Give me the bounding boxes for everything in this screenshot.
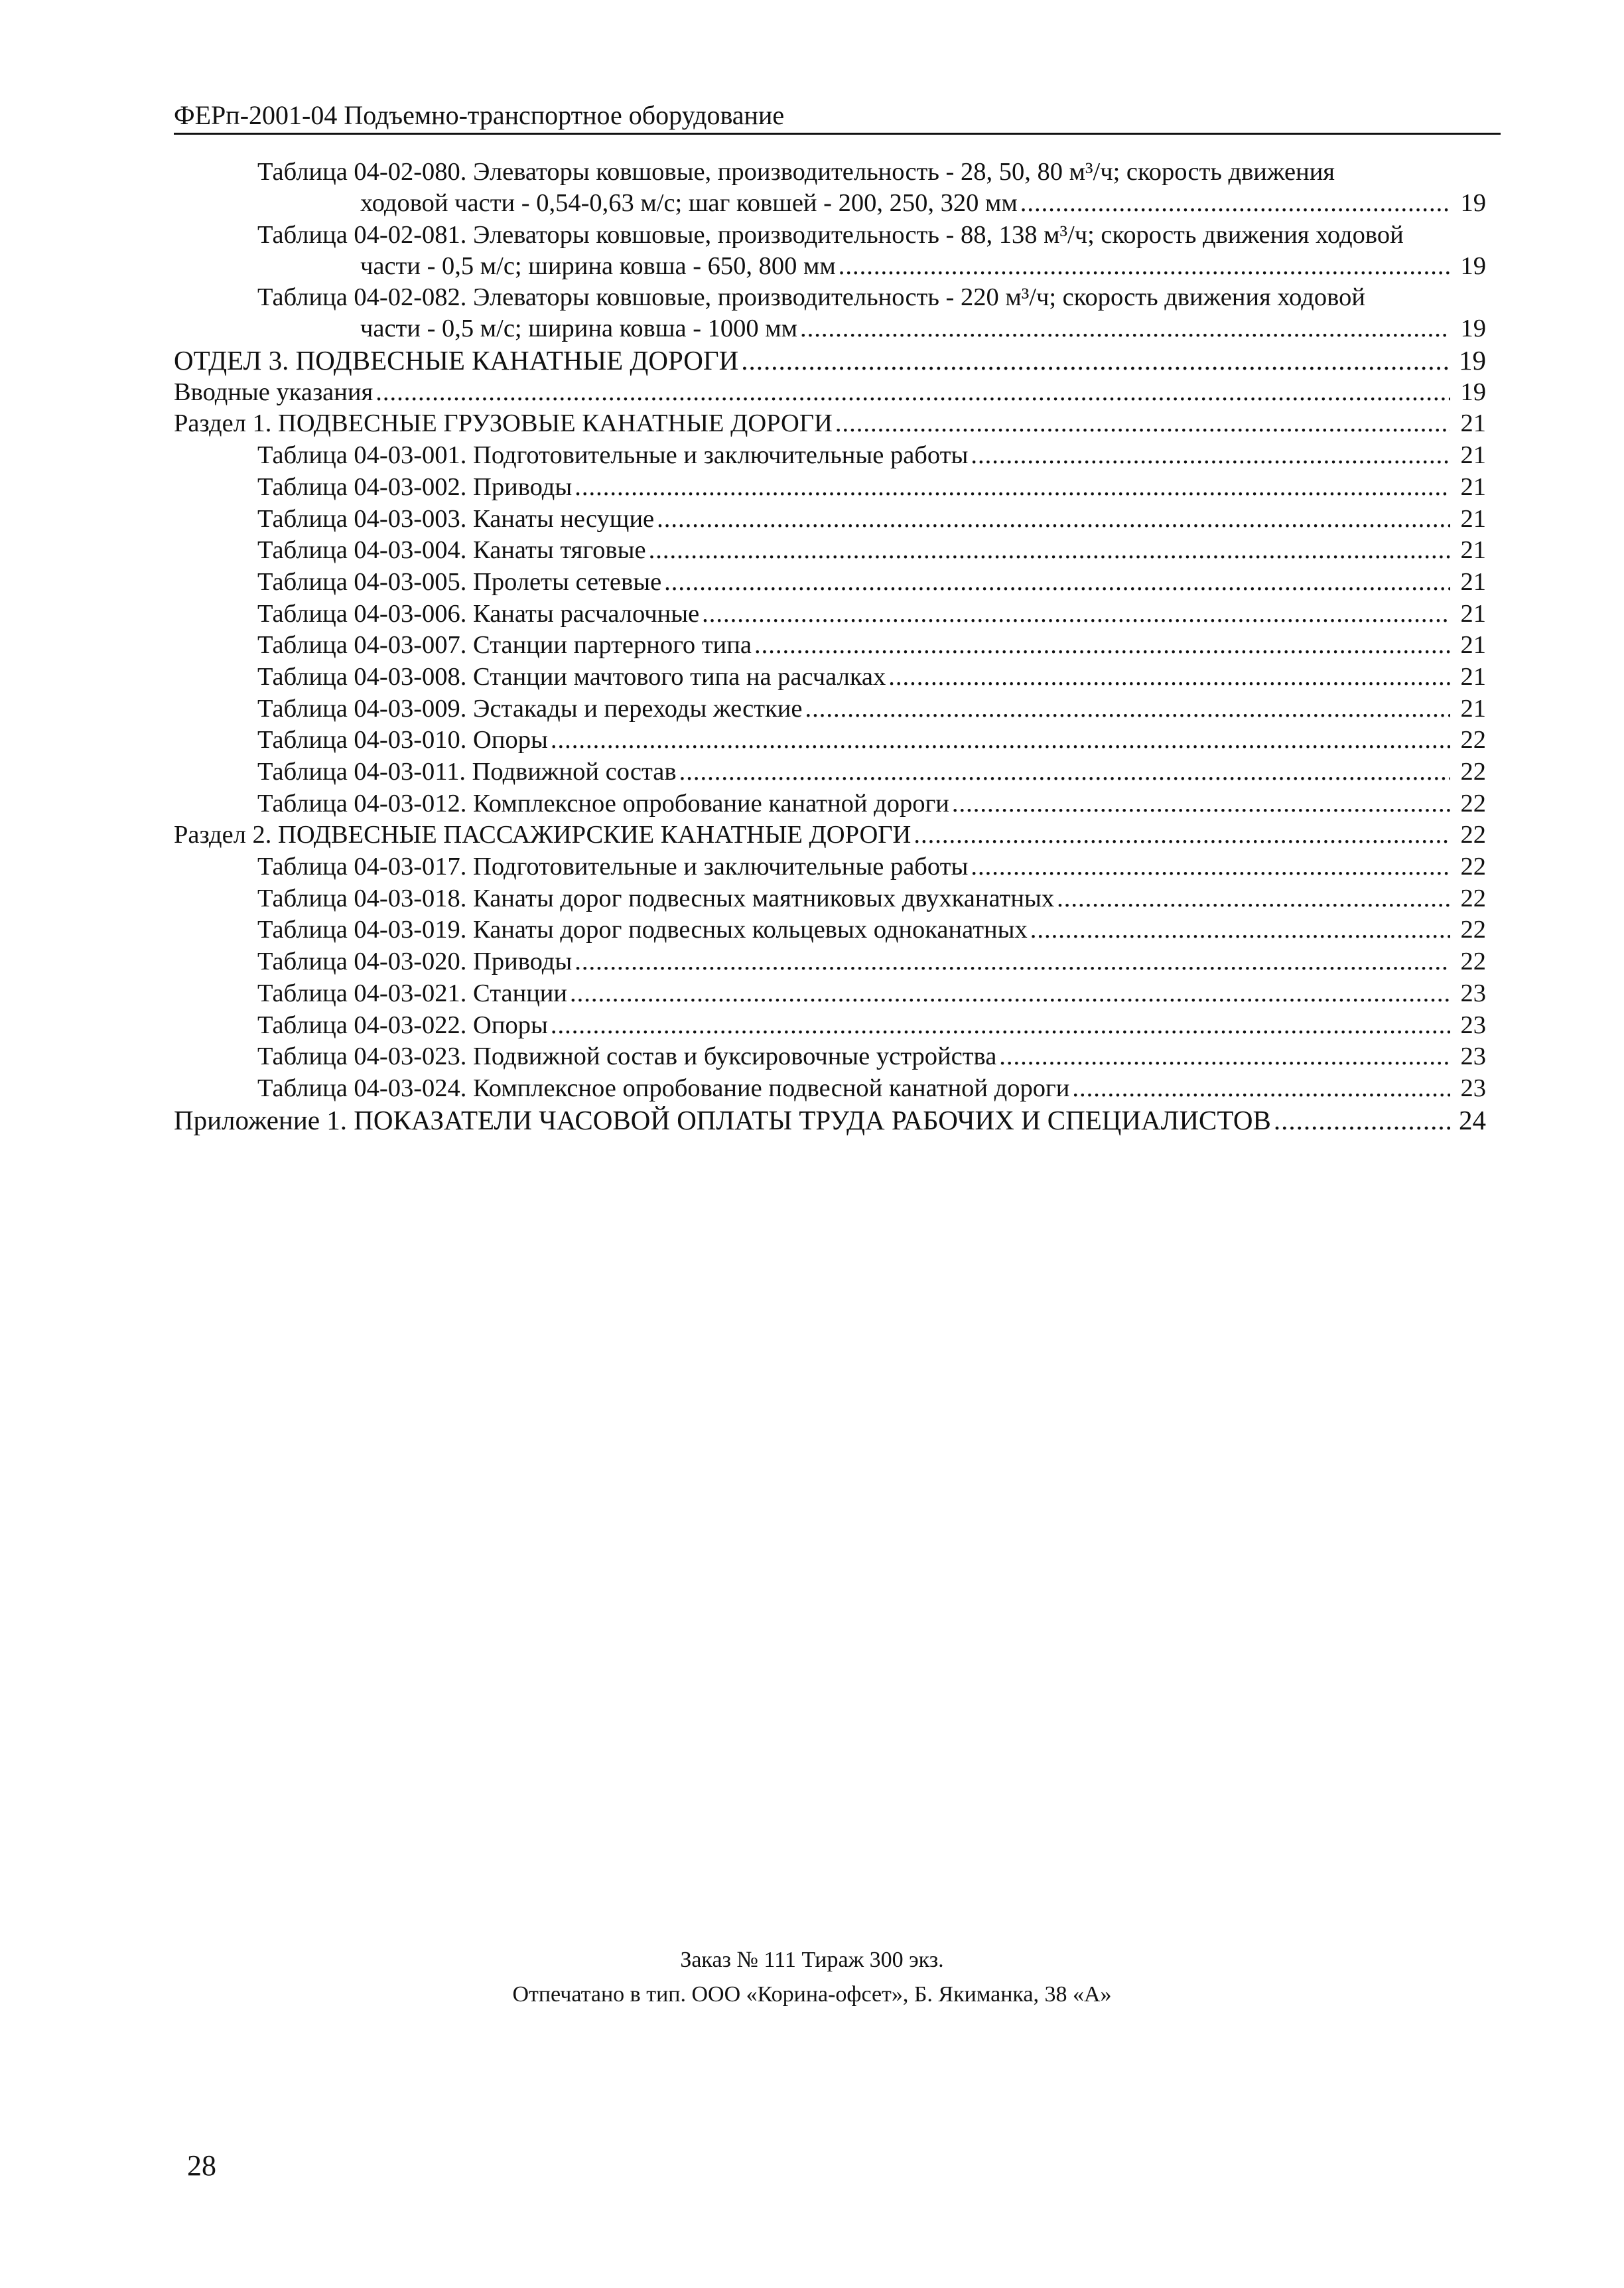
toc-page-number: 21 bbox=[1460, 409, 1486, 438]
toc-entry-title: Таблица 04-03-003. Канаты несущие bbox=[257, 504, 655, 533]
toc-entry-title: Таблица 04-03-022. Опоры bbox=[257, 1011, 548, 1039]
dot-leader bbox=[649, 535, 1450, 566]
toc-page-number: 21 bbox=[1460, 536, 1486, 565]
toc-entry[interactable] bbox=[174, 883, 1486, 914]
toc-page-number: 22 bbox=[1460, 789, 1486, 818]
toc-entry[interactable] bbox=[174, 788, 1486, 820]
table-of-contents bbox=[174, 157, 1486, 1136]
toc-entry-title-continuation: ходовой части - 0,54-0,63 м/с; шаг ковшей - 200, 250, 320 мм bbox=[360, 189, 1018, 217]
toc-entry-title-continuation: части - 0,5 м/с; ширина ковша - 650, 800 мм bbox=[360, 251, 836, 280]
dot-leader bbox=[551, 1010, 1450, 1041]
toc-page-number: 21 bbox=[1460, 567, 1486, 596]
toc-page-number: 19 bbox=[1460, 378, 1486, 406]
toc-entry[interactable] bbox=[174, 662, 1486, 693]
toc-entry-title: Таблица 04-03-010. Опоры bbox=[257, 726, 548, 754]
toc-entry[interactable] bbox=[174, 630, 1486, 661]
toc-entry-title: Таблица 04-03-019. Канаты дорог подвесных кольцевых одноканатных bbox=[257, 916, 1028, 944]
toc-entry[interactable] bbox=[174, 725, 1486, 756]
toc-entry[interactable] bbox=[174, 408, 1486, 439]
toc-entry-title: Таблица 04-03-021. Станции bbox=[257, 979, 568, 1007]
toc-entry[interactable] bbox=[174, 535, 1486, 566]
toc-entry[interactable] bbox=[174, 377, 1486, 408]
toc-entry-title: Таблица 04-03-001. Подготовительные и заключительные работы bbox=[257, 441, 969, 470]
toc-page-number: 21 bbox=[1460, 631, 1486, 660]
toc-page-number: 23 bbox=[1460, 1011, 1486, 1039]
toc-page-number: 22 bbox=[1460, 758, 1486, 786]
toc-entry-title: Вводные указания bbox=[174, 378, 373, 406]
toc-entry-title: Таблица 04-03-007. Станции партерного типа bbox=[257, 631, 752, 660]
dot-leader bbox=[971, 440, 1450, 471]
toc-entry-title: Таблица 04-03-024. Комплексное опробование подвесной канатной дороги bbox=[257, 1074, 1070, 1102]
toc-page-number: 21 bbox=[1460, 441, 1486, 470]
toc-page-number: 22 bbox=[1460, 853, 1486, 881]
toc-entry-title: Таблица 04-03-008. Станции мачтового типа на расчалках bbox=[257, 662, 886, 691]
toc-entry-title-line: Таблица 04-02-081. Элеваторы ковшовые, производительность - 88, 138 м³/ч; скорость движения ходовой bbox=[257, 220, 1404, 249]
dot-leader bbox=[657, 504, 1450, 535]
toc-page-number: 22 bbox=[1460, 948, 1486, 976]
toc-entry[interactable] bbox=[174, 1105, 1486, 1136]
dot-leader bbox=[575, 946, 1450, 977]
toc-page-number: 19 bbox=[1459, 345, 1486, 376]
toc-entry[interactable] bbox=[174, 820, 1486, 851]
imprint-order-line: Заказ № 111 Тираж 300 экз. bbox=[680, 1948, 944, 1972]
toc-entry[interactable] bbox=[174, 220, 1486, 282]
dot-leader bbox=[1020, 188, 1450, 219]
toc-page-number: 22 bbox=[1460, 916, 1486, 944]
toc-page-number: 21 bbox=[1460, 599, 1486, 628]
toc-entry[interactable] bbox=[174, 851, 1486, 883]
toc-page-number: 19 bbox=[1460, 189, 1486, 217]
toc-entry-title: Таблица 04-03-020. Приводы bbox=[257, 948, 573, 976]
dot-leader bbox=[952, 788, 1450, 820]
toc-page-number: 22 bbox=[1460, 726, 1486, 754]
toc-entry[interactable] bbox=[174, 599, 1486, 630]
toc-entry[interactable] bbox=[174, 345, 1486, 376]
toc-entry[interactable] bbox=[174, 504, 1486, 535]
toc-entry[interactable] bbox=[174, 157, 1486, 219]
dot-leader bbox=[999, 1041, 1450, 1072]
toc-entry[interactable] bbox=[174, 756, 1486, 788]
dot-leader bbox=[741, 345, 1450, 376]
toc-entry[interactable] bbox=[174, 1041, 1486, 1072]
toc-page-number: 24 bbox=[1459, 1104, 1486, 1135]
running-header: ФЕРп-2001-04 Подъемно-транспортное оборудование bbox=[174, 100, 1501, 135]
toc-entry-title: Раздел 2. ПОДВЕСНЫЕ ПАССАЖИРСКИЕ КАНАТНЫЕ ДОРОГИ bbox=[174, 821, 912, 849]
dot-leader bbox=[1274, 1105, 1450, 1136]
toc-page-number: 21 bbox=[1460, 472, 1486, 501]
dot-leader bbox=[679, 756, 1450, 788]
toc-entry-title-continuation: части - 0,5 м/с; ширина ковша - 1000 мм bbox=[360, 315, 798, 343]
toc-page-number: 23 bbox=[1460, 1042, 1486, 1071]
toc-entry-title: ОТДЕЛ 3. ПОДВЕСНЫЕ КАНАТНЫЕ ДОРОГИ bbox=[174, 345, 739, 376]
toc-entry-title: Таблица 04-03-023. Подвижной состав и буксировочные устройства bbox=[257, 1042, 997, 1071]
toc-page-number: 19 bbox=[1460, 251, 1486, 280]
toc-page-number: 22 bbox=[1460, 821, 1486, 849]
dot-leader bbox=[800, 313, 1450, 344]
toc-entry-title-line: Таблица 04-02-080. Элеваторы ковшовые, производительность - 28, 50, 80 м³/ч; скорость движения bbox=[257, 158, 1335, 186]
toc-page-number: 19 bbox=[1460, 315, 1486, 343]
toc-entry[interactable] bbox=[174, 1010, 1486, 1041]
toc-entry[interactable] bbox=[174, 1073, 1486, 1104]
toc-entry-title: Таблица 04-03-012. Комплексное опробование канатной дороги bbox=[257, 789, 949, 818]
toc-entry[interactable] bbox=[174, 282, 1486, 344]
toc-entry-title: Таблица 04-03-018. Канаты дорог подвесных маятниковых двухканатных bbox=[257, 884, 1055, 912]
toc-entry[interactable] bbox=[174, 978, 1486, 1009]
toc-entry-title: Таблица 04-03-009. Эстакады и переходы жесткие bbox=[257, 694, 803, 723]
toc-page-number: 21 bbox=[1460, 694, 1486, 723]
dot-leader bbox=[914, 820, 1450, 851]
toc-entry[interactable] bbox=[174, 440, 1486, 471]
toc-entry-title: Приложение 1. ПОКАЗАТЕЛИ ЧАСОВОЙ ОПЛАТЫ ТРУДА РАБОЧИХ И СПЕЦИАЛИСТОВ bbox=[174, 1104, 1271, 1135]
dot-leader bbox=[551, 725, 1450, 756]
dot-leader bbox=[375, 377, 1450, 408]
toc-entry[interactable] bbox=[174, 472, 1486, 503]
dot-leader bbox=[702, 599, 1450, 630]
toc-page-number: 23 bbox=[1460, 979, 1486, 1007]
toc-entry[interactable] bbox=[174, 567, 1486, 598]
toc-page-number: 21 bbox=[1460, 662, 1486, 691]
toc-entry[interactable] bbox=[174, 914, 1486, 946]
toc-entry[interactable] bbox=[174, 693, 1486, 725]
dot-leader bbox=[805, 693, 1450, 725]
toc-entry-title: Таблица 04-03-004. Канаты тяговые bbox=[257, 536, 646, 565]
page-number: 28 bbox=[187, 2149, 216, 2182]
toc-page-number: 21 bbox=[1460, 504, 1486, 533]
toc-entry-title: Таблица 04-03-011. Подвижной состав bbox=[257, 758, 677, 786]
toc-entry-title: Раздел 1. ПОДВЕСНЫЕ ГРУЗОВЫЕ КАНАТНЫЕ ДОРОГИ bbox=[174, 409, 833, 438]
dot-leader bbox=[1030, 914, 1450, 946]
toc-entry-title: Таблица 04-03-017. Подготовительные и заключительные работы bbox=[257, 853, 969, 881]
dot-leader bbox=[754, 630, 1450, 661]
dot-leader bbox=[1057, 883, 1450, 914]
toc-page-number: 23 bbox=[1460, 1074, 1486, 1102]
dot-leader bbox=[839, 251, 1450, 282]
toc-entry-title: Таблица 04-03-006. Канаты расчалочные bbox=[257, 599, 700, 628]
toc-entry-title: Таблица 04-03-005. Пролеты сетевые bbox=[257, 567, 662, 596]
dot-leader bbox=[570, 978, 1450, 1009]
imprint-printer-line: Отпечатано в тип. ООО «Корина-офсет», Б. Якиманка, 38 «А» bbox=[512, 1982, 1112, 2007]
toc-page-number: 22 bbox=[1460, 884, 1486, 912]
dot-leader bbox=[664, 567, 1450, 598]
toc-entry[interactable] bbox=[174, 946, 1486, 977]
dot-leader bbox=[971, 851, 1450, 883]
imprint bbox=[0, 1943, 1624, 2012]
dot-leader bbox=[835, 408, 1450, 439]
dot-leader bbox=[1072, 1073, 1450, 1104]
dot-leader bbox=[888, 662, 1450, 693]
toc-entry-title-line: Таблица 04-02-082. Элеваторы ковшовые, производительность - 220 м³/ч; скорость движения ходовой bbox=[257, 283, 1365, 312]
toc-entry-title: Таблица 04-03-002. Приводы bbox=[257, 472, 573, 501]
dot-leader bbox=[575, 472, 1450, 503]
